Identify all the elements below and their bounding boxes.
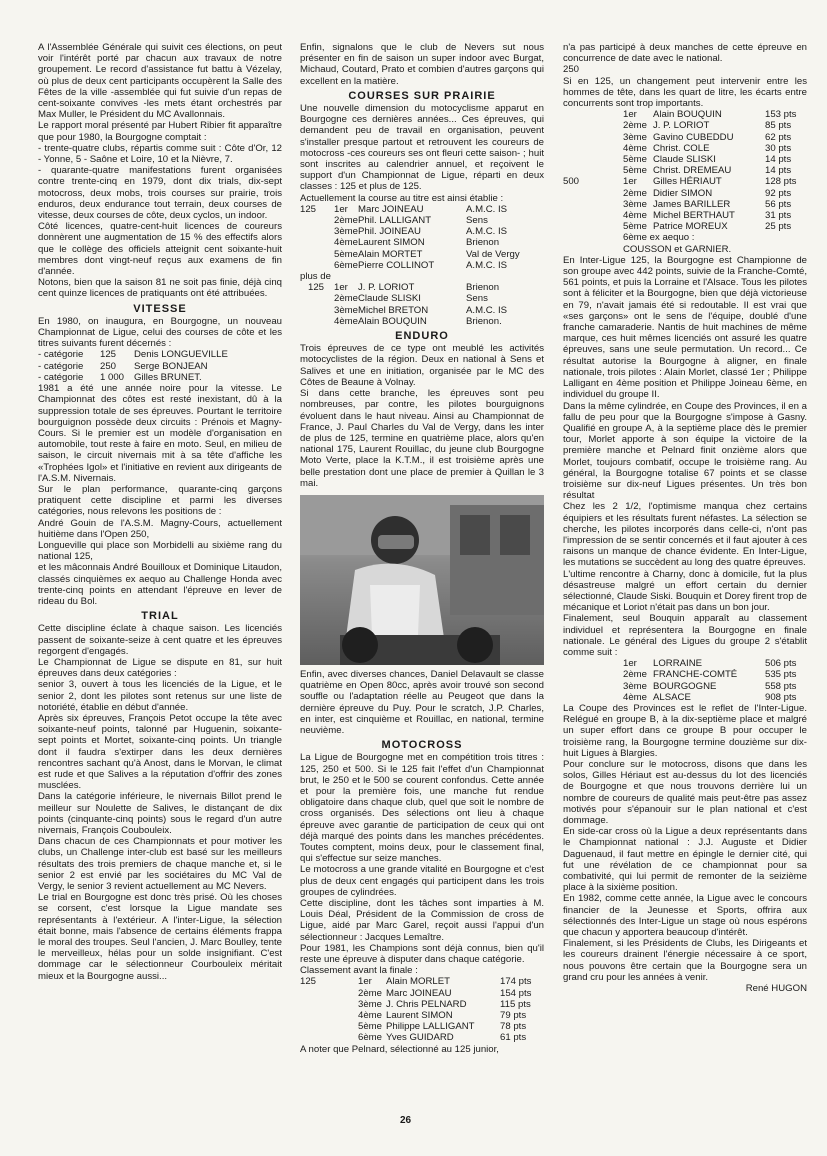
result-row [563,154,807,165]
rider-name: Didier SIMON [653,187,713,199]
paragraph: Sur le plan performance, quarante-cinq garçons pratiquent cette discipline et parmi les diverses catégories, nous relevons les positions de : [38,483,282,518]
points: 174 pts [500,976,532,988]
points: 128 pts [765,176,797,188]
paragraph: Pour 1981, les Champions sont déjà connus, bien qu'il reste une épreuve à disputer dans chaque catégorie. [300,942,544,965]
rider-name: Claude SLISKI [358,293,421,305]
paragraph: L'ultime rencontre à Charny, donc à domicile, fut la plus désastreuse malgré un effort certain du dernier sélectionné, Claude Siski. Bouquin et Dorey firent trop de mécanique et Loriot n'était pas dans un bon jour. [563,568,807,614]
position: 4ème [623,210,647,222]
club: Sens [466,215,488,227]
position: 3ème [334,304,358,316]
result-row [38,361,282,372]
rider-name: J. Chris PELNARD [386,998,467,1010]
paragraph: Finalement, si les Présidents de Clubs, les Dirigeants et les coureurs drainent l'énergie nécessaire à ce sport, nous pouvons être certain que la Bourgogne sera un grand cru pour les années à venir. [563,938,807,983]
position: 5ème [334,248,358,260]
photo-illustration [300,495,544,665]
result-row [300,215,544,226]
rider-name: Denis LONGUEVILLE [134,349,228,361]
paragraph: Dans la catégorie inférieure, le nivernais Billot prend le meilleur sur Noulette de Salives, le distançant de dix points (cinquante-cinq points) sous le regard d'un autre nivernais, François Coubouleix. [38,791,282,837]
paragraph: Trois épreuves de ce type ont meublé les activités motocyclistes de la région. Deux en national à Sens et Salives et une en initiation, organisée par le MC des Côtes de Beaune à Volnay. [300,343,544,388]
paragraph: Dans chacun de ces Championnats et pour motiver les clubs, un Challenge inter-club est basé sur les meilleurs résultats des trois premiers de chaque manche et, si le senior 2 est envié par les sociétaires du MC Val de Vergy, le senior 3 revient actuellement au MC Nevers. [38,836,282,893]
points: 153 pts [765,109,797,121]
paragraph: Le Championnat de Ligue se dispute en 81, sur huit épreuves dans deux catégories : [38,656,282,680]
rider-name: Phil. JOINEAU [358,226,421,238]
result-row [300,1010,544,1021]
section-heading-motocross: MOTOCROSS [381,739,463,752]
category: - catégorie [38,360,84,372]
position: 4ème [334,237,358,249]
position: 4ème [623,142,647,154]
category: - catégorie [38,371,84,383]
position: 1er [623,176,637,188]
points: 78 pts [500,1021,527,1033]
club: Sens [466,293,488,305]
position: 5ème [358,1021,382,1033]
rider-name: Marc JOINEAU [358,203,424,215]
league-name: ALSACE [653,691,691,703]
position: 6ème [358,1032,382,1044]
rider-name: Pierre COLLINOT [358,259,435,271]
result-row [300,976,544,987]
paragraph: Une nouvelle dimension du motocyclisme apparut en Bourgogne ces dernières années... Ces épreuves, qui demandent peu de travail en organisation, peuvent s'installer presque partout et retrouvent les coureurs de motocross -ces coureurs ses ont fleuri cette saison- ; huit sont inscrites au calendrier annuel, et reçoivent le support d'un Championnat de Ligue, réparti en deux classes : 125 et plus de 125. [300,103,544,193]
paragraph: Si dans cette branche, les épreuves sont peu nombreuses, par contre, les pilotes bourguignons évoluent dans le haut niveau. Ainsi au Championnat de France, J. Paul Charles du Val de Vergy, dans les inter de plus de 125, termine en quatrième place, alors qu'en national 175, Laurent Rouillac, du jeune club Bourgogne Moto Verte, place la K.T.M., il est troisième après une belle prestation dont une place de premier à Quillan le 3 mai. [300,388,544,489]
paragraph: Dans la même cylindrée, en Coupe des Provinces, il en a fallu de peu pour que la Bourgogne s'impose à Gasny. Qualifié en groupe A, à la septième place dès le premier tour, Morlet apporte à son équipe la victoire de la première manche et Pelnard finit onzième alors que Morlet, toujours combatif, occupe le troisième rang. Au général, la Bourgogne totalise 67 points et se classe troisième sur dix-neuf Ligues présentes. Un très bon résultat [563,400,807,502]
section-heading-trial: TRIAL [141,610,179,623]
rider-name: Claude SLISKI [653,154,716,166]
photo-caption: Enfin, avec diverses chances, Daniel Delavault se classe quatrième en Open 80cc, après avoir trouvé son second souffle ou l'adaptation réelle au Peugeot que dans la dernière épreuve du Puy. Pour le scratch, J.P. Charles, en inter, est cinquième et Rouillac, en national, termine neuvième. [300,668,544,736]
position: 1er [358,976,372,988]
cc: 1 000 [100,371,125,383]
paragraph: André Gouin de l'A.S.M. Magny-Cours, actuellement huitième dans l'Open 250, [38,517,282,540]
position: 2ème [623,187,647,199]
points: 85 pts [765,120,792,132]
paragraph: - trente-quatre clubs, répartis comme suit : Côte d'Or, 12 - Yonne, 5 - Saône et Loire, 10 et la Nièvre, 7. [38,142,282,166]
result-row [563,199,807,210]
points: 154 pts [500,987,532,999]
club: Brienon. [466,315,502,327]
result-row [563,165,807,176]
rider-name: James BARILLER [653,198,731,210]
paragraph: Cette discipline, dont les tâches sont imparties à M. Louis Déal, Président de la Commission de cross de Ligue, aidé par Marc Garel, reçoit aussi l'appui d'un sélectionneur : Jacques Lemaître. [300,897,544,943]
points: 92 pts [765,187,792,199]
column-2 [300,42,544,1055]
position: 3ème [623,680,647,692]
result-row [563,244,807,255]
class-label: 125 [300,976,317,988]
points: 506 pts [765,658,797,670]
result-row [300,988,544,999]
result-row [563,120,807,131]
paragraph: et les mâconnais André Bouilloux et Dominique Litaudon, classés cinquièmes ex aequo au Challenge Honda avec trente-cinq points en attendant l'épreuve en lever de rideau du Bol. [38,562,282,607]
club: A.M.C. IS [466,259,508,271]
result-row [563,132,807,143]
column-3 [563,42,807,994]
result-row [300,260,544,271]
result-row [300,316,544,327]
paragraph: A l'Assemblée Générale qui suivit ces élections, on peut voir l'intérêt porté par chacun aux travaux de notre groupement. Le record d'assistance fut battu à Vézelay, où plus de deux cent participants occupèrent la Salle des Fêtes de la ville -assemblée qui fut suivie d'un repas de cent-soixante convives -les mets étant orchestrés par Max Muller, le Président du MC Avallonnais. [38,42,282,121]
paragraph: Le motocross a une grande vitalité en Bourgogne et c'est plus de deux cent engagés qui participent dans les trois groupes de cylindrées. [300,864,544,898]
paragraph: 1981 a été une année noire pour la vitesse. Le Championnat des côtes est resté inexistant, dû à la suppression totale de ses épreuves. Pourtant le territoire bourguignon possède deux circuits : Prénois et Magny-Cours. Si le premier est un modèle d'organisation en automobile, tout reste à faire en moto. Seul, en milieu de saison, le circuit nivernais mit à sa tête d'affiche les «Trophées Igol» et l'initiative en revient aux dirigeants de l'A.S.M. Nivernais. [38,383,282,484]
result-row [563,692,807,703]
rider-name: Philippe LALLIGANT [386,1021,475,1033]
club: Brienon [466,282,500,294]
league-name: BOURGOGNE [653,680,717,692]
position: 1er [334,282,348,294]
result-row [38,349,282,360]
points: 14 pts [765,154,792,166]
points: 535 pts [765,669,797,681]
points: 62 pts [765,131,792,143]
paragraph: La Coupe des Provinces est le reflet de l'Inter-Ligue. Relégué en groupe B, à la dix-septième place et malgré un super effort dans ce groupe B pour occuper le troisième rang, la Bourgogne termine douzième sur dix-huit Ligues à Blargies. [563,702,807,759]
paragraph: Si en 125, un changement peut intervenir entre les hommes de tête, dans les quart de litre, les écarts entre concurrents sont trop importants. [563,75,807,110]
points: 25 pts [765,221,792,233]
page-number: 26 [400,1115,412,1126]
result-row [300,282,544,293]
result-row [300,226,544,237]
rider-name: Christ. COLE [653,142,710,154]
paragraph: La Ligue de Bourgogne met en compétition trois titres : 125, 250 et 500. Si le 125 fait l'effet d'un Championnat brut, le 250 et le 500 se courent confondus. Cette année et pour la première fois, une manche fut rendue obligatoire dans chaque club, quel que soit le nombre de cross organisés. Des sélections ont lieu à chaque épreuve avec garantie de participation de ceux qui ont déjà marqué des points dans les manches précédentes. Toutes comptent, moins deux, pour le classement final, qui s'effectue sur seize manches. [300,752,544,865]
class-label: 250 [563,64,580,76]
result-row [563,176,807,187]
position: 5ème [623,221,647,233]
paragraph: Cette discipline éclate à chaque saison. Les licenciés passent de soixante-seize à cent quatre et les épreuves regorgent d'engagés. [38,623,282,657]
rider-name: Michel BRETON [358,304,429,316]
paragraph: senior 3, ouvert à tous les licenciés de la Ligue, et le senior 2, dont les pilotes sont retenus sur une liste de notoriété, établie en début d'année. [38,679,282,713]
rider-name: Gilles HÉRIAUT [653,176,722,188]
author-signature: René HUGON [745,983,807,995]
paragraph: Après six épreuves, François Petot occupe la tête avec soixante-neuf points, talonné par Huguenin, soixante-sept points et Mortet, soixante-cinq points. Un triangle dont il faudra s'extirper dans les deux dernières rencontres sachant qu'à Anost, dans le Morvan, le climat est rude et que Salives a la réputation d'offrir des zones musclées. [38,712,282,792]
paragraph: Actuellement la course au titre est ainsi établie : [300,192,504,204]
rider-name: Christ. DREMEAU [653,165,732,177]
result-row [300,999,544,1010]
league-name: FRANCHE-COMTÉ [653,669,738,681]
rider-name: Marc JOINEAU [386,987,452,999]
position: 3ème [623,198,647,210]
rider-name: Alain MORLET [386,976,450,988]
position: 1er [623,109,637,121]
section-heading-enduro: ENDURO [395,330,449,343]
result-row [563,188,807,199]
cc: 125 [100,349,117,361]
rider-name: Alain MORTET [358,248,423,260]
result-row [563,681,807,692]
result-row [563,143,807,154]
class-label: 125 [308,282,325,294]
rider-name: J. P. LORIOT [653,120,710,132]
position: 2ème [358,987,382,999]
result-row [300,293,544,304]
points: 30 pts [765,142,792,154]
paragraph: Le trial en Bourgogne est donc très prisé. Où les choses se corsent, c'est lorsque la Ligue mandate ses représentants à l'extérieur. A l'inter-Ligue, la sélection était bonne, mais l'absence de certains éléments frappa le moral des troupes. Seul l'ancien, J. Marc Boulley, tente le merveilleux, hélas pour un solde insignifiant. C'est dommage car le sélectionneur Courbouleix méritait mieux et la Bourgogne aussi... [38,892,282,982]
result-row [563,210,807,221]
paragraph: A noter que Pelnard, sélectionné au 125 junior, [300,1043,499,1055]
rider-name: Gavino CUBEDDU [653,131,734,143]
position: 4ème [358,1010,382,1022]
position: 4ème [334,315,358,327]
paragraph: Enfin, signalons que le club de Nevers sut nous présenter en fin de saison un super indoor avec Burgat, Michaud, Coutard, Prato et combien d'autres garçons qui excellent en la matière. [300,42,544,87]
position: 2ème [623,669,647,681]
club: A.M.C. IS [466,304,508,316]
points: 61 pts [500,1032,527,1044]
class-label: plus de [300,271,331,283]
points: 558 pts [765,680,797,692]
note: COUSSON et GARNIER. [623,243,732,255]
points: 79 pts [500,1010,527,1022]
club: Brienon [466,237,500,249]
class-label: 500 [563,176,580,188]
rider-name: Patrice MOREUX [653,221,728,233]
paragraph: Côté licences, quatre-cent-huit licences de coureurs donnèrent une augmentation de 15 % des effectifs alors que le collège des officiels atteignit cent soixante-huit membres dont vingt-neuf reçus aux examens de fin d'année. [38,221,282,278]
result-row [563,669,807,680]
position: 3ème [334,226,358,238]
position: 5ème [623,165,647,177]
rider-name: J. P. LORIOT [358,282,415,294]
rider-name: Gilles BRUNET. [134,371,202,383]
result-row [300,1032,544,1043]
paragraph: En Inter-Ligue 125, la Bourgogne est Championne de son groupe avec 442 points, suivie de la Franche-Comté, 561 points, et puis la Lorraine et l'Alsace. Tous les pilotes sont à féliciter et la Bourgogne, bien que déjà victorieuse en 79, n'avait jamais été si redoutable. Il est vrai que «ses garçons» ont le sens de l'équipe, doublé d'une franche camaraderie. Nantis de huit machines de même marque, ces huit mêmes licenciés ont assuré les quatre épreuves, sans une seule permutation. Un record... Ce résultat autorise la Bourgogne à aligner, en finale nationale, trois pilotes : Alain Morlet, classé 1er ; Philippe Lalligant en 4ème position et Philippe Joineau 6ème, en individuel du groupe II. [563,254,807,401]
position: 2ème [334,293,358,305]
club: A.M.C. IS [466,203,508,215]
position: 5ème [623,154,647,166]
points: 115 pts [500,998,531,1010]
points: 908 pts [765,691,797,703]
position: 1er [623,658,637,670]
position: 3ème [358,998,382,1010]
class-label: 125 [300,203,317,215]
result-row [300,204,544,215]
points: 14 pts [765,165,792,177]
paragraph: Notons, bien que la saison 81 ne soit pas finie, déjà cinq cent quinze licences de pratiquants ont été attribuées. [38,277,282,300]
paragraph: n'a pas participé à deux manches de cette épreuve en concurrence de date avec le national. [563,42,807,65]
result-row [563,232,807,243]
club: A.M.C. IS [466,226,508,238]
position: 3ème [623,131,647,143]
result-row [300,305,544,316]
paragraph: En 1980, on inaugura, en Bourgogne, un nouveau Championnat de Ligue, celui des courses de côte et les titres suivants furent décernés : [38,315,282,350]
result-row [300,237,544,248]
rider-name: Laurent SIMON [358,237,425,249]
section-heading-vitesse: VITESSE [133,302,187,315]
rider-name: Alain BOUQUIN [358,315,427,327]
photo-motocross-rider [300,495,544,665]
position: 4ème [623,691,647,703]
position: 2ème [623,120,647,132]
rider-name: Serge BONJEAN [134,360,208,372]
rider-name: Yves GUIDARD [386,1032,454,1044]
paragraph: En 1982, comme cette année, la Ligue avec le concours financier de la Jeunesse et Sports, offrira aux sélectionnés des Inter-Ligue un stage où nous espérons que chacun y apportera beaucoup d'intérêt. [563,893,807,939]
cc: 250 [100,360,117,372]
category: - catégorie [38,349,84,361]
result-row [563,658,807,669]
column-1 [38,42,282,982]
rider-name: Michel BERTHAUT [653,210,735,222]
paragraph: En side-car cross où la Ligue a deux représentants dans le Championnat national : J.J. Auguste et Didier Daguenaud, il faut mettre en épingle le dernier cité, qui fut une révélation de ce championnat pour sa combativité, qui lui permit de remonter de la seizième place à la sixième position. [563,826,807,894]
result-row [563,221,807,232]
position: 1er [334,203,348,215]
points: 56 pts [765,198,792,210]
paragraph: Finalement, seul Bouquin apparaît au classement individuel et représentera la Bourgogne en finale nationale. Le général des Ligues du groupe 2 s'établit comme suit : [563,613,807,658]
rider-name: Alain BOUQUIN [653,109,722,121]
note: 6ème ex aequo : [623,232,695,244]
club: Val de Vergy [466,248,520,260]
result-row [300,249,544,260]
position: 6ème [334,259,358,271]
result-row [38,372,282,383]
paragraph: Pour conclure sur le motocross, disons que dans les solos, Gilles Hériaut est au-dessus du lot des licenciés de Bourgogne et que nous trouvons derrière lui un nombre de coureurs de qualité mais peut-être pas assez motivés pour s'épanouir sur le plan national et c'est dommage. [563,759,807,827]
paragraph: Classement avant la finale : [300,965,418,977]
position: 2ème [334,215,358,227]
paragraph: Chez les 2 1/2, l'optimisme manqua chez certains équipiers et les résultats furent néfastes. La sélection se cherche, les pilotes incorporés dans celle-ci, n'ont pas l'impression de se sentir concernés et il faut ajouter à ces raisons un manque de chance évidente. En Inter-Ligue, les mutations se succèdent au long des quatre épreuves. [563,501,807,569]
league-name: LORRAINE [653,658,703,670]
paragraph: Longueville qui place son Morbidelli au sixième rang du national 125, [38,539,282,563]
paragraph: - quarante-quatre manifestations furent organisées contre trente-cinq en 1979, dont dix trials, dix-sept motocross, deux mobs, trois courses sur prairie, trois enduros, deux endurance tout terrain, deux courses de vitesse, deux courses de côte, deux cyclos, un indoor. [38,165,282,222]
rider-name: Laurent SIMON [386,1010,453,1022]
result-row [563,109,807,120]
rider-name: Phil. LALLIGANT [358,215,432,227]
paragraph: Le rapport moral présenté par Hubert Ribier fit apparaître que pour 1980, la Bourgogne comptait : [38,120,282,143]
result-row [300,1021,544,1032]
section-heading-prairie: COURSES SUR PRAIRIE [348,89,496,102]
points: 31 pts [765,210,792,222]
